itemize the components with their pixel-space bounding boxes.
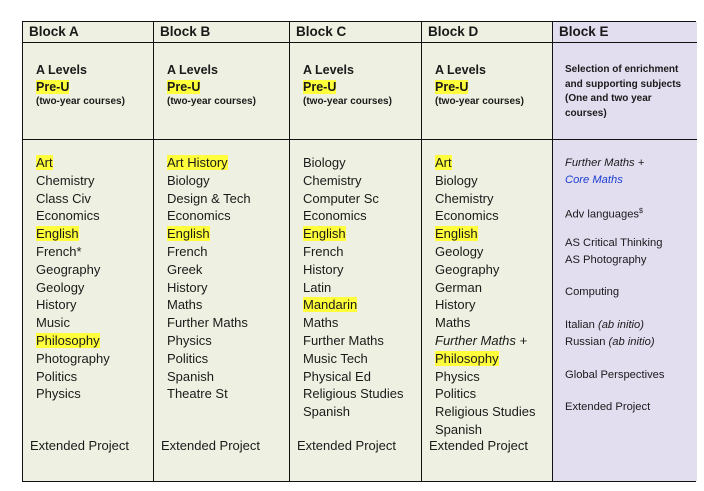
subject-label: Geology	[435, 243, 484, 259]
critical-thinking-label: AS Critical Thinking	[565, 237, 663, 249]
subject-item	[303, 243, 403, 261]
block-a-subject-list	[36, 154, 110, 403]
subject-item	[36, 279, 110, 297]
subject-item	[167, 296, 251, 314]
two-year-note: (two-year courses)	[36, 96, 125, 107]
two-year-note: (two-year courses)	[435, 96, 524, 107]
subject-item	[435, 207, 535, 225]
subject-label: Biology	[167, 172, 210, 188]
block-a-column	[23, 22, 154, 481]
subject-item	[435, 350, 535, 368]
pre-u-label: Pre-U	[303, 80, 337, 94]
timetable-table	[22, 21, 696, 482]
subject-label: Politics	[167, 350, 209, 366]
subject-item	[435, 332, 535, 350]
ab-initio-label: (ab initio)	[608, 335, 655, 348]
subject-item	[167, 154, 251, 172]
subject-label: Physical Ed	[303, 368, 371, 384]
two-year-note: (two-year courses)	[303, 96, 392, 107]
subject-item	[167, 385, 251, 403]
subject-item	[36, 385, 110, 403]
subject-label: Philosophy	[435, 350, 499, 366]
block-a-intro	[36, 62, 125, 109]
subject-label: Maths	[435, 315, 471, 331]
subject-item	[303, 172, 403, 190]
a-levels-label: A Levels	[167, 63, 218, 77]
subject-item	[167, 332, 251, 350]
subject-label: Further Maths	[167, 315, 248, 331]
block-d-column	[422, 22, 553, 481]
subject-item	[303, 332, 403, 350]
subject-label: Religious Studies	[303, 386, 404, 402]
extended-project-label: Extended Project	[161, 438, 261, 453]
subject-item	[435, 154, 535, 172]
subject-item	[167, 207, 251, 225]
subject-label: Politics	[36, 368, 78, 384]
subject-label: Biology	[435, 172, 478, 188]
subject-item	[303, 225, 403, 243]
block-d-subject-list	[435, 154, 535, 439]
subject-item	[435, 385, 535, 403]
subject-item	[435, 421, 535, 439]
subject-label: Theatre St	[167, 386, 228, 402]
subject-item	[36, 350, 110, 368]
subject-item	[167, 368, 251, 386]
subject-label: English	[167, 226, 210, 242]
subject-item	[167, 261, 251, 279]
pre-u-label: Pre-U	[435, 80, 469, 94]
block-c-column	[290, 22, 422, 481]
subject-item	[167, 225, 251, 243]
subject-item	[435, 314, 535, 332]
subject-label: French*	[36, 243, 82, 259]
subject-item	[303, 190, 403, 208]
two-year-note: (two-year courses)	[167, 96, 256, 107]
subject-item	[303, 403, 403, 421]
subject-label: French	[167, 243, 208, 259]
subject-label: Greek	[167, 261, 203, 277]
adv-languages-item	[565, 204, 643, 223]
subject-item	[167, 172, 251, 190]
subject-label: Maths	[167, 297, 203, 313]
subject-item	[435, 279, 535, 297]
subject-label: Art History	[167, 155, 228, 170]
subject-item	[36, 261, 110, 279]
subject-label: Physics	[167, 332, 212, 348]
subject-item	[303, 207, 403, 225]
subject-label: Art	[36, 155, 53, 170]
pre-u-label: Pre-U	[167, 80, 201, 94]
block-b-column	[154, 22, 290, 481]
subject-item	[435, 403, 535, 421]
languages-item	[565, 317, 655, 350]
subject-label: Physics	[435, 368, 480, 384]
subject-item	[435, 296, 535, 314]
subject-item	[435, 243, 535, 261]
block-d-intro	[435, 62, 524, 109]
subject-label: Geography	[36, 261, 101, 277]
subject-item	[36, 296, 110, 314]
subject-label: Maths	[303, 315, 339, 331]
subject-item	[303, 385, 403, 403]
subject-label: Computer Sc	[303, 190, 379, 206]
subject-label: Further Maths +	[435, 332, 528, 348]
subject-label: Music Tech	[303, 350, 368, 366]
russian-label: Russian	[565, 335, 606, 348]
adv-languages-footnote: $	[639, 208, 643, 215]
subject-item	[435, 225, 535, 243]
a-levels-label: A Levels	[303, 63, 354, 77]
adv-languages-label: Adv languages	[565, 208, 640, 221]
subject-item	[36, 332, 110, 350]
subject-item	[435, 261, 535, 279]
computing-label: Computing	[565, 286, 620, 298]
subject-label: Politics	[435, 386, 477, 402]
subject-item	[36, 225, 110, 243]
block-e-column	[553, 22, 697, 481]
global-perspectives-label: Global Perspectives	[565, 369, 665, 381]
subject-item	[303, 350, 403, 368]
as-courses-item	[565, 235, 662, 268]
subject-item	[36, 207, 110, 225]
divider	[154, 139, 289, 140]
subject-label: History	[303, 261, 344, 277]
subject-item	[36, 190, 110, 208]
block-b-header: Block B	[154, 22, 289, 43]
divider	[422, 139, 552, 140]
subject-item	[303, 279, 403, 297]
subject-label: Design & Tech	[167, 190, 251, 206]
subject-label: French	[303, 243, 344, 259]
subject-item	[435, 172, 535, 190]
block-b-subject-list	[167, 154, 251, 403]
subject-item	[303, 154, 403, 172]
block-b-intro	[167, 62, 256, 109]
subject-label: Physics	[36, 386, 81, 402]
block-a-header: Block A	[23, 22, 153, 43]
subject-label: English	[435, 226, 478, 242]
subject-item	[167, 279, 251, 297]
block-c-intro	[303, 62, 392, 109]
further-maths-label: Further Maths +	[565, 157, 645, 169]
block-c-subject-list	[303, 154, 403, 421]
subject-label: Class Civ	[36, 190, 91, 206]
extended-project-label: Extended Project	[429, 438, 529, 453]
subject-label: Economics	[167, 208, 231, 224]
subject-label: Mandarin	[303, 297, 358, 313]
a-levels-label: A Levels	[36, 63, 87, 77]
subject-label: Spanish	[167, 368, 214, 384]
subject-item	[167, 190, 251, 208]
block-e-header: Block E	[553, 22, 697, 43]
a-levels-label: A Levels	[435, 63, 486, 77]
subject-label: History	[435, 297, 476, 313]
subject-item	[435, 368, 535, 386]
subject-label: Religious Studies	[435, 404, 536, 420]
subject-label: Latin	[303, 279, 332, 295]
subject-label: Economics	[36, 208, 100, 224]
pre-u-label: Pre-U	[36, 80, 70, 94]
extended-project-label: Extended Project	[30, 438, 130, 453]
subject-label: Art	[435, 155, 452, 170]
subject-label: History	[167, 279, 208, 295]
subject-item	[303, 261, 403, 279]
subject-item	[36, 154, 110, 172]
extended-project-label: Extended Project	[297, 438, 397, 453]
subject-label: English	[36, 226, 79, 242]
ab-initio-label: (ab initio)	[597, 319, 644, 331]
subject-item	[435, 190, 535, 208]
subject-item	[36, 172, 110, 190]
subject-item	[167, 314, 251, 332]
subject-label: Spanish	[303, 404, 350, 420]
subject-label: Further Maths	[303, 332, 384, 348]
subject-label: Music	[36, 315, 70, 331]
subject-label: Chemistry	[303, 172, 362, 188]
subject-item	[167, 350, 251, 368]
subject-item	[303, 314, 403, 332]
subject-label: Spanish	[435, 421, 482, 437]
subject-label: Geology	[36, 279, 85, 295]
block-e-intro: Selection of enrichment and supporting subjects (One and two year courses)	[565, 64, 682, 119]
divider	[553, 139, 697, 140]
subject-item	[303, 296, 403, 314]
further-maths-item	[565, 155, 644, 188]
subject-label: English	[303, 226, 346, 242]
subject-label: Economics	[435, 208, 499, 224]
subject-item	[303, 368, 403, 386]
subject-label: Philosophy	[36, 332, 100, 348]
subject-item	[36, 243, 110, 261]
subject-label: History	[36, 297, 77, 313]
divider	[290, 139, 421, 140]
subject-label: Biology	[303, 155, 346, 170]
divider	[23, 139, 153, 140]
block-c-header: Block C	[290, 22, 421, 43]
subject-label: Chemistry	[435, 190, 494, 206]
subject-label: German	[435, 279, 482, 295]
subject-item	[36, 368, 110, 386]
subject-item	[167, 243, 251, 261]
subject-label: Photography	[36, 350, 110, 366]
photography-label: AS Photography	[565, 253, 647, 266]
subject-label: Chemistry	[36, 172, 95, 188]
italian-label: Italian	[565, 319, 595, 331]
block-d-header: Block D	[422, 22, 552, 43]
subject-label: Geography	[435, 261, 500, 277]
extended-project-label: Extended Project	[565, 401, 651, 413]
core-maths-label: Core Maths	[565, 173, 623, 186]
subject-item	[36, 314, 110, 332]
subject-label: Economics	[303, 208, 367, 224]
